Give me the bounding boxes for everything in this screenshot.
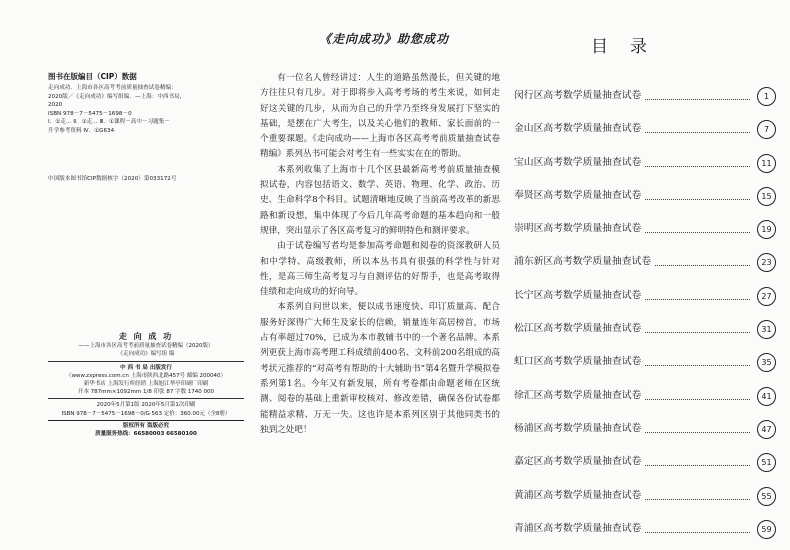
toc-page-number: 19	[757, 220, 776, 239]
toc-page-number: 7	[757, 120, 776, 139]
imprint-divider	[48, 420, 244, 421]
toc-page-number: 41	[757, 387, 776, 406]
preface-paragraph: 有一位名人曾经讲过：人生的道路虽然漫长，但关键的地方往往只有几步。对于即将步入高考考场的考生来说，如何走好这关键的几步，从而为自己的升学乃至终身发展打下坚实的基础，是摆在广大考生，以及关心他们的教师、家长面前的一个重要课题。《走向成功——上海市各区高考考前质量抽查试卷精编》系列丛书可能会对考生有一些实实在在的帮助。	[260, 73, 500, 160]
imprint-block	[48, 333, 244, 438]
toc-item[interactable]	[514, 317, 776, 350]
imprint-publisher: 中 西 书 局 出版发行	[120, 364, 172, 371]
toc-page-number: 35	[757, 353, 776, 372]
toc-item[interactable]	[514, 384, 776, 417]
imprint-book-title: 走 向 成 功	[118, 332, 174, 341]
imprint-editor: 《走向成功》编写组 编	[117, 351, 175, 358]
toc-item[interactable]	[514, 117, 776, 150]
toc-page-number: 1	[757, 87, 776, 106]
toc-page-number: 23	[757, 253, 776, 272]
toc-item-label: 虹口区高考数学质量抽查试卷	[514, 350, 645, 374]
imprint-divider	[48, 361, 244, 362]
toc-item-label: 嘉定区高考数学质量抽查试卷	[514, 450, 645, 474]
imprint-hotline: 质量服务热线：66580003 66580100	[95, 431, 197, 438]
toc-page-number: 15	[757, 187, 776, 206]
cip-line: 2020版／《走向成功》编写组编．—上海：中西书局，	[48, 93, 186, 100]
toc-item-label: 浦东新区高考数学质量抽查试卷	[514, 250, 655, 274]
imprint-rights: 版权所有 盗版必究	[123, 422, 169, 429]
toc-item-label: 杨浦区高考数学质量抽查试卷	[514, 417, 645, 441]
toc-item-label: 黄浦区高考数学质量抽查试卷	[514, 484, 645, 508]
imprint-subtitle: ——上海市各区高考考前质量抽查试卷精编（2020版）	[78, 343, 214, 350]
toc-item-label: 奉贤区高考数学质量抽查试卷	[514, 184, 645, 208]
toc-page-number: 27	[757, 287, 776, 306]
imprint-edition: 2020年5月第1版 2020年5月第1次印刷	[96, 402, 196, 409]
toc-item[interactable]	[514, 250, 776, 283]
toc-item[interactable]	[514, 350, 776, 383]
cip-approval-number: 中国版本图书馆CIP数据核字（2020）第033172号	[48, 176, 177, 182]
imprint-specs: 开本 787mm×1092mm 1/8 印张 87 字数 1740 000	[77, 389, 215, 396]
toc-item-label: 徐汇区高考数学质量抽查试卷	[514, 384, 645, 408]
cip-heading: 图书在版编目（CIP）数据	[48, 72, 137, 81]
toc-item-label: 金山区高考数学质量抽查试卷	[514, 117, 645, 141]
preface-paragraph: 本系列自问世以来，便以成书速度快、印订质量高、配合服务好深得广大师生及家长的信赖，销量连年高居榜首，市场占有率超过70%，已成为本市教辅书中的一个著名品牌。本系列更获上海市高考理工科成绩前400名、文科前200名组成的高考状元推荐的“对高考有帮助的十大辅助书”第4名暨升学模拟卷系列第1名。今年又有新发展，所有考卷都由命题老师在区统测、阅卷的基础上重新审校核对、修改差错，确保各份试卷都能精益求精、万无一失。这也许是本系列区别于其他同类书的独到之处吧！	[260, 302, 500, 435]
toc-item[interactable]	[514, 184, 776, 217]
toc-page-number: 59	[757, 520, 776, 539]
toc-item-label: 闵行区高考数学质量抽查试卷	[514, 84, 645, 108]
toc-item[interactable]	[514, 450, 776, 483]
imprint-divider	[48, 398, 244, 399]
toc-list	[514, 84, 776, 550]
cip-line: 走向成功．上海市各区高考考前质量抽查试卷精编：	[48, 85, 177, 91]
imprint-isbn-price: ISBN 978－7－5475－1698－0/G·563 定价：360.00元（全8册）	[61, 410, 231, 417]
toc-item-label: 松江区高考数学质量抽查试卷	[514, 317, 645, 341]
preface-title: 《走向成功》助您成功	[318, 32, 449, 46]
toc-page-number: 55	[757, 487, 776, 506]
toc-item[interactable]	[514, 84, 776, 117]
toc-item[interactable]	[514, 484, 776, 517]
toc-item[interactable]	[514, 517, 776, 550]
toc-item[interactable]	[514, 217, 776, 250]
toc-page-number: 31	[757, 320, 776, 339]
preface-body	[260, 71, 500, 438]
cip-line: 升学参考资料 Ⅳ．①G634	[48, 127, 115, 134]
toc-item[interactable]	[514, 151, 776, 184]
preface-paragraph: 由于试卷编写者均是参加高考命题和阅卷的资深教研人员和中学特、高级教师，所以本丛书具有很强的科学性与针对性，是高三师生高考复习与自测评估的好帮手，也是高考取得佳绩和走向成功的好向导。	[260, 241, 500, 298]
toc-item-label: 崇明区高考数学质量抽查试卷	[514, 217, 645, 241]
cip-line: ISBN 978－7－5475－1698－0	[48, 110, 132, 117]
toc-item-label: 青浦区高考数学质量抽查试卷	[514, 517, 645, 541]
toc-item-label: 长宁区高考数学质量抽查试卷	[514, 284, 645, 308]
toc-item[interactable]	[514, 417, 776, 450]
toc-item-label: 宝山区高考数学质量抽查试卷	[514, 151, 645, 175]
cip-record	[48, 84, 226, 136]
cip-line: 2020	[48, 102, 63, 109]
toc-page-number: 47	[757, 420, 776, 439]
toc-item[interactable]	[514, 284, 776, 317]
cip-line: Ⅰ．①走… Ⅱ．①走… Ⅲ．①课程－高中－习题集－	[48, 119, 170, 126]
toc-page-number: 51	[757, 453, 776, 472]
imprint-distributor: 新华书店 上海发行所经销 上海旭江华亭印刷厂印刷	[83, 381, 209, 388]
preface-paragraph: 本系列收集了上海市十几个区县最新高考考前质量抽查模拟试卷，内容包括语文、数学、英语、物理、化学、政治、历史、生命科学8个科目。试题清晰地反映了当前高考改革的新思路和新设想，集中体现了今后几年高考命题的基本趋向和一般规律，突出显示了各区高考复习的鲜明特色和测评要求。	[260, 164, 500, 236]
imprint-address: （www.zxpress.com.cn 上海市陕西北路457号 邮编 200040）	[65, 372, 227, 379]
toc-title: 目录	[591, 37, 669, 57]
toc-page-number: 11	[757, 154, 776, 173]
